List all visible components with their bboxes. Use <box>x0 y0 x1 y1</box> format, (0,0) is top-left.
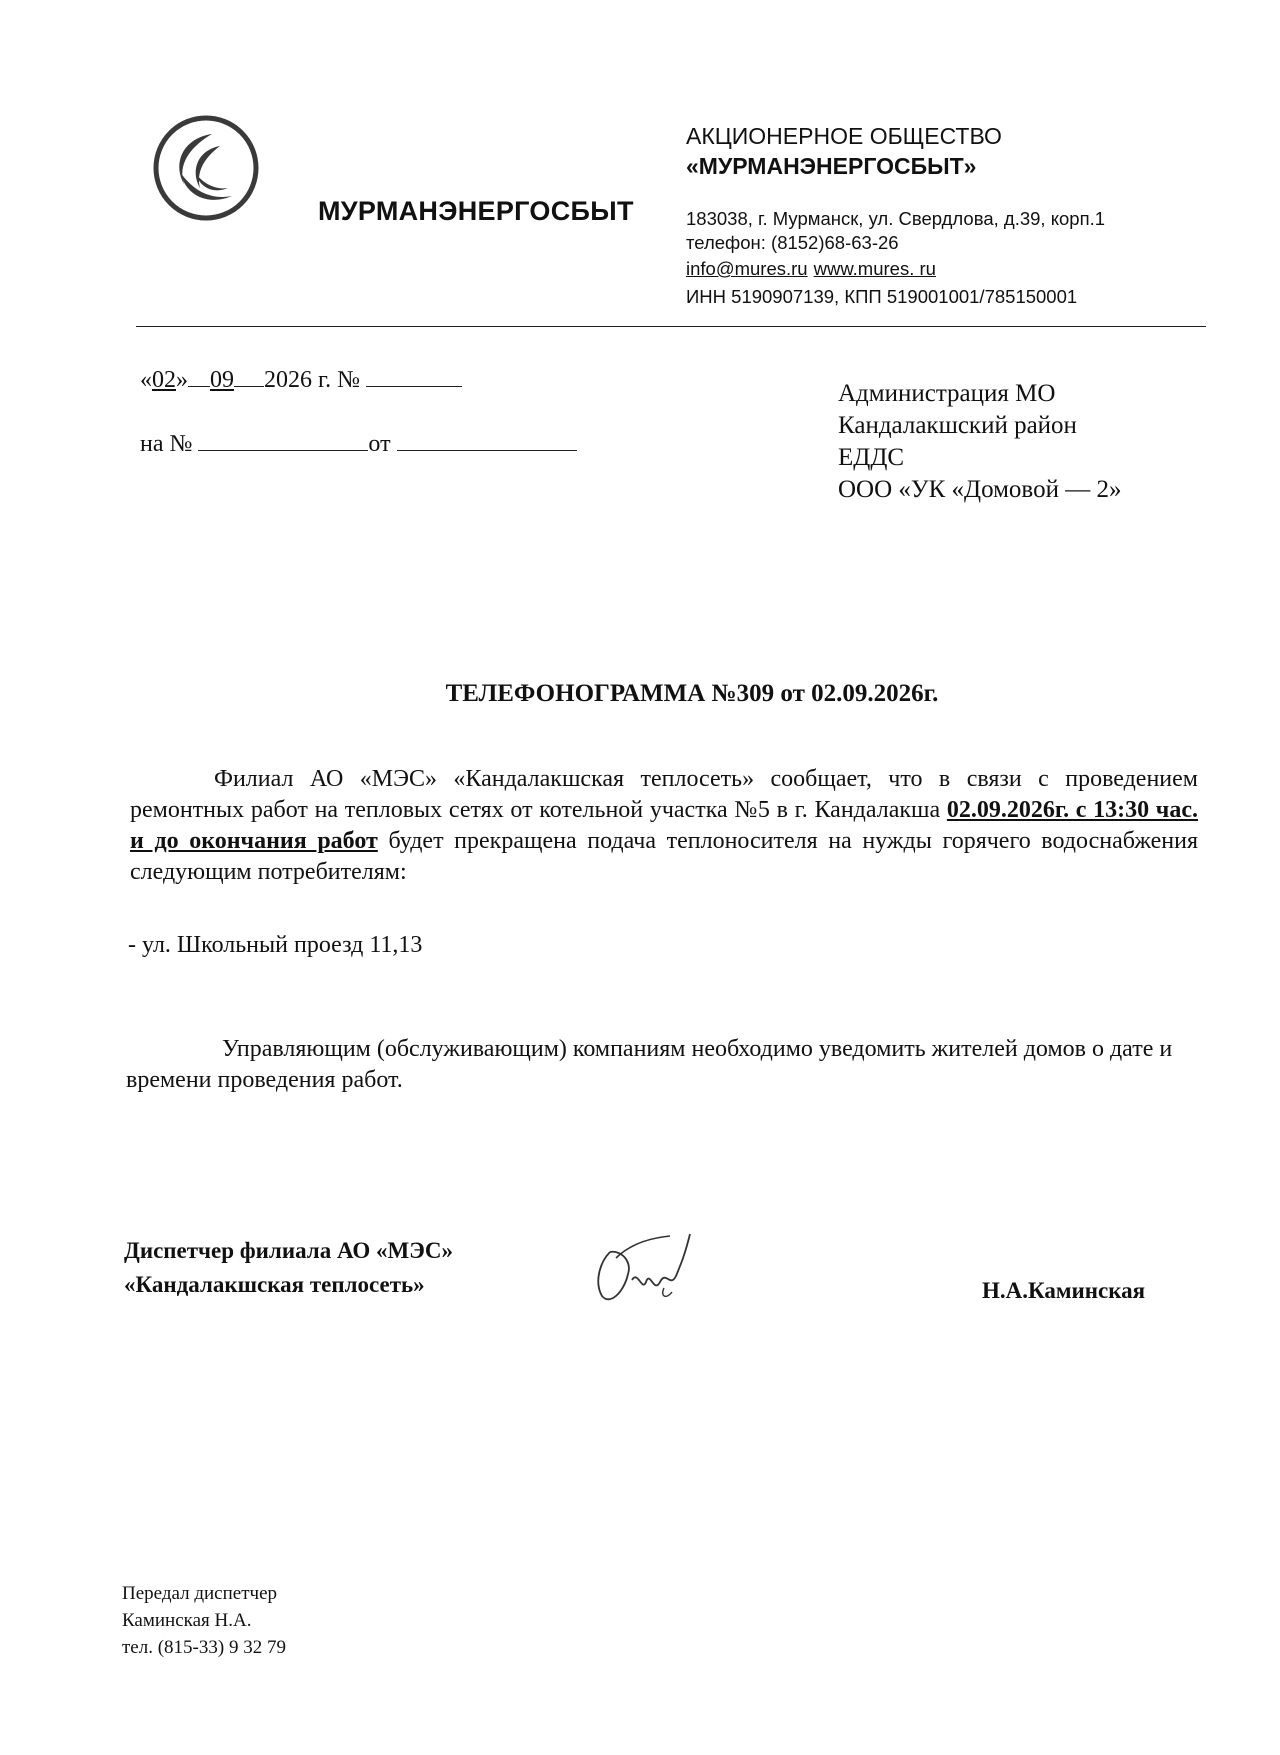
recipient-line: Администрация МО <box>838 380 1056 407</box>
signatory-role <box>124 1234 453 1302</box>
sender-info-line: Передал диспетчер <box>122 1583 277 1604</box>
date-month: 09 <box>210 367 234 393</box>
date-gap-line <box>188 364 210 387</box>
signatory-name: Н.А.Каминская <box>982 1278 1146 1303</box>
company-logo-icon <box>150 112 262 224</box>
recipients-block <box>838 378 1121 506</box>
body-text-part: будет прекращена подача теплоносителя на нужды горячего водоснабжения следующим потребителям: <box>130 828 1198 885</box>
brand-name: МУРМАНЭНЕРГОСБЫТ <box>318 196 634 226</box>
handwritten-signature <box>580 1222 720 1312</box>
company-address: 183038, г. Мурманск, ул. Свердлова, д.39, корп.1 <box>686 208 1106 229</box>
date-gap-line <box>234 364 264 387</box>
document-number-field <box>366 364 462 387</box>
signatory-role-line: Диспетчер филиала АО «МЭС» <box>124 1238 453 1263</box>
body-text-part: Филиал АО «МЭС» «Кандалакшская теплосеть» сообщает, что в связи с проведением ремонтных работ на тепловых сетях от котельной участка №5 в г. Кандалакша <box>130 766 1198 823</box>
signatory-role-line: «Кандалакшская теплосеть» <box>124 1272 425 1297</box>
recipient-line: Кандалакшский район <box>838 412 1077 439</box>
notice-text: Управляющим (обслуживающим) компаниям необходимо уведомить жителей домов о дате и времени проведения работ. <box>126 1036 1173 1093</box>
company-website-link[interactable]: www.mures. ru <box>813 258 936 279</box>
reference-date-label: от <box>368 431 391 457</box>
company-tax-ids: ИНН 5190907139, КПП 519001001/785150001 <box>686 286 1078 307</box>
notice-paragraph <box>126 1034 1186 1096</box>
address-list-item: - ул. Школьный проезд 11,13 <box>128 932 423 958</box>
company-web-contacts <box>686 258 936 280</box>
company-name: «МУРМАНЭНЕРГОСБЫТ» <box>686 153 977 179</box>
date-open-quote: « <box>140 367 152 393</box>
date-year-number-label: 2026 г. № <box>264 367 361 393</box>
recipient-line: ООО «УК «Домовой — 2» <box>838 476 1122 503</box>
date-close-quote: » <box>176 367 188 393</box>
reference-line <box>140 428 577 458</box>
body-paragraph <box>130 764 1198 888</box>
sender-phone: тел. (815-33) 9 32 79 <box>122 1637 286 1658</box>
header-divider <box>136 326 1206 327</box>
reference-number-label: на № <box>140 431 193 457</box>
reference-number-field <box>198 428 368 451</box>
document-title: ТЕЛЕФОНОГРАММА №309 от 02.09.2026г. <box>445 680 939 707</box>
sender-info-line: Каминская Н.А. <box>122 1610 252 1631</box>
company-email-link[interactable]: info@mures.ru <box>686 258 808 279</box>
sender-info <box>122 1580 286 1661</box>
document-date-line <box>140 364 462 394</box>
company-phone: телефон: (8152)68-63-26 <box>686 232 899 253</box>
recipient-line: ЕДДС <box>838 444 905 471</box>
reference-date-field <box>397 428 577 451</box>
company-type: АКЦИОНЕРНОЕ ОБЩЕСТВО <box>686 123 1002 149</box>
date-day: 02 <box>152 367 176 393</box>
body-highlight-date: 02.09.2026г. с 13:30 час. и до окончания работ <box>130 797 1198 854</box>
